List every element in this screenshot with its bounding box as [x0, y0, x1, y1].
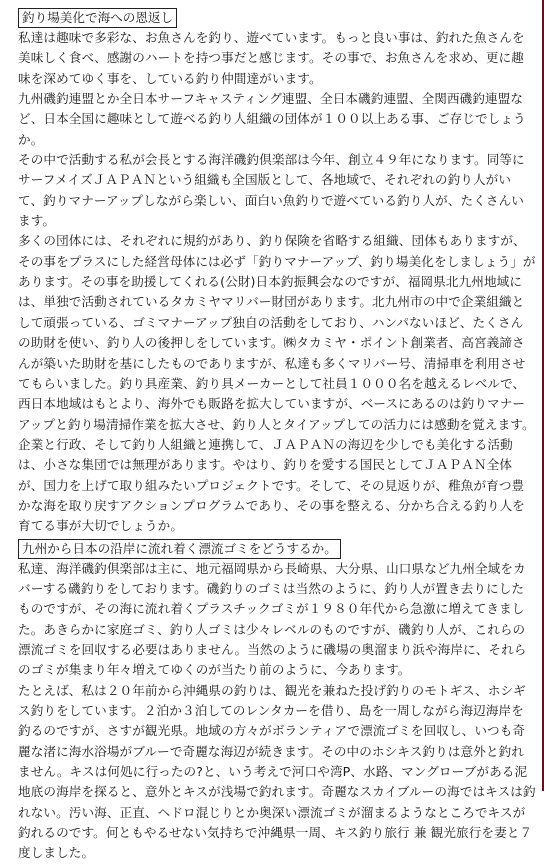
paragraph: 九州磯釣連盟とか全日本サーフキャスティング連盟、全日本磯釣連盟、全関西磯釣連盟など、日本全国に趣味として遊べる釣り人組織の団体が１００以上ある事、ご存じでしょうか。 — [18, 91, 526, 147]
paragraph: 私達は趣味で多彩な、お魚さんを釣り、遊べています。もっと良い事は、釣れた魚さんを美味しく食べ、感謝のハートを持つ事だと感じます。その事で、お魚さんを求め、更に趣味を深めてゆく事を、している釣り仲間達がいます。 — [18, 30, 525, 86]
paragraph: 私達、海洋磯釣倶楽部は主に、地元福岡県から長崎県、大分県、山口県など九州全域をカバーする磯釣りをしております。磯釣りのゴミは当然のように、釣り人が置き去りにしたものですが、その海に流れ着くプラスチックゴミが１９８０年代から急激に増えてきました。あきらかに家庭ゴミ、釣り人ゴミは少々レベルのものですが、磯釣り人が、これらの漂流ゴミを回収する必要はありません。当然のように磯場の奥溜まり浜や海岸に、それらのゴミが集まり年々増えてゆくのが当たり前のように、今あります。 — [18, 560, 527, 678]
page-edge-line — [542, 0, 544, 791]
paragraph: 多くの団体には、それぞれに規約があり、釣り保険を省略する組織、団体もありますが、その事をプラスにした経営母体には必ず「釣りマナーアップ、釣り場美化をしましょう」があります。その事を助援してくれる(公財)日本釣振興会なのですが、福岡県北九州地域には、単独で活動されているタカミヤマリバー財団があります。北九州市の中で企業組織として頑張っている、ゴミマナーアップ独自の活動をしており、ハンパないほど、たくさんの助財を使い、釣り人の後押しをしています。㈱タカミヤ・ポイント創業者、高宮義諦さんが築いた助財を基にしたものでありますが、私達も多くマリバー号、清掃車を利用させてもらいました。釣り具産業、釣り具メーカーとして社員１０００名を越えるレベルで、西日本地域はもとより、海外でも販路を拡大していますが、ベースにあるのは釣りマナーアップと釣り場清掃作業を拡大させ、釣り人とタイアップしての活力には感動を覚えます。企業と行政、そして釣り人組織と連携して、ＪＡＰＡＮの海辺を少しでも美化する活動は、小さな集団では無理があります。やはり、釣りを愛する国民としてＪＡＰＡＮ全体が、国力を上げて取り組みたいプロジェクトです。そして、その見返りが、稚魚が育つ豊かな海を取り戻すアクションプログラムであり、その事を整える、分かち合える釣り人を育てる事が大切でしょうか。 — [18, 233, 536, 534]
section-heading-drifting-garbage: 九州から日本の沿岸に流れ着く漂流ゴミをどうするか。 — [18, 539, 341, 559]
paragraph: たとえば、私は２０年前から沖縄県の釣りは、観光を兼ねた投げ釣りのモトギス、ホシギス釣りをしています。２泊か３泊してのレンタカーを借り、島を一周しながら海辺海岸を釣るのですが、さすが観光県。地域の方々がボランティアで漂流ゴミを回収し、いつも奇麗な渚に海水浴場がブルーで奇麗な海辺が続きます。その中のホシキス釣りは意外と釣れません。キスは何処に行ったの?と、いう考えで河口や湾P、水路、マングローブがある泥地底の海岸を探ると、意外とキスが浅場で釣れます。奇麗なスカイブルーの海ではキスは釣れない。汚い海、正直、ヘドロ混じりとか奥深い漂流ゴミが溜まるようなところでキスが釣れるのです。何ともやるせない気持ちで沖縄県一周、キス釣り旅行 兼 観光旅行を妻と７度しました。 — [18, 682, 536, 861]
section-body-beach-cleanup — [18, 28, 536, 537]
section-body-drifting-garbage — [18, 559, 536, 864]
paragraph: その中で活動する私が会長とする海洋磯釣倶楽部は今年、創立４９年になります。同等にサーフメイズＪＡＰＡＮという組織も全国版として、各地域で、それぞれの釣り人がいて、釣りマナーアップしながら楽しい、面白い魚釣りで遊べている釣り人が、たくさんいます。 — [18, 152, 525, 229]
section-heading-beach-cleanup: 釣り場美化で海への恩返し — [18, 8, 177, 28]
